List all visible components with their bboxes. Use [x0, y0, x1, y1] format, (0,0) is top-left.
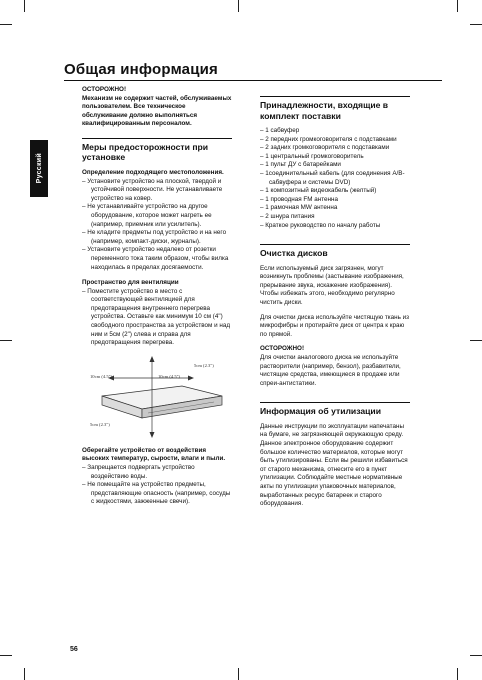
clearance-top-label: 5cm (2.3") [194, 362, 214, 368]
crop-mark [24, 668, 25, 680]
clearance-bottom-label: 5cm (2.3") [90, 421, 110, 427]
cleaning-heading: Очистка дисков [260, 248, 328, 259]
disposal-paragraph: Данные инструкции по эксплуатации напечатаны на бумаге, не загрязняющей окружающую среду. Данное электронное оборудование содержит большое количество материалов, которые могут быть утилизированы. Если вы решили избавиться от старого механизма, отнесите его в пункт утилизации. Соблюдайте местные нормативные акты по утилизации упаковочных материалов, выработанных ресурс батареек и старого оборудования. [260, 422, 408, 508]
section-divider [260, 402, 410, 403]
right-column [260, 96, 410, 509]
crop-mark [0, 655, 12, 656]
list-item: – 2 шнура питания [260, 212, 315, 220]
clearance-right-label: 10cm (4.5") [158, 373, 181, 379]
accessories-list [260, 127, 410, 230]
section-divider [82, 138, 232, 139]
list-item: – 1 сабвуфер [260, 127, 300, 134]
cleaning-paragraph: Если используемый диск загрязнен, могут возникнуть проблемы (застывание изображения, прерывание звука, искажение изображения). Чтобы избежать этого, необходимо регулярно чистить диски. [260, 264, 404, 306]
protect-subheading: Оберегайте устройство от воздействия высоких температур, сырости, влаги и пыли. [82, 446, 226, 463]
accessories-heading: Принадлежности, входящие в комплект поставки [260, 100, 389, 121]
list-item: – Не помещайте на устройство предметы, представляющие опасность (например, сосуды с жидкостями, зажженные свечи). [82, 481, 231, 506]
list-item: – Установите устройство недалеко от розетки переменного тока таким образом, чтобы вилка находилась в пределах досягаемости. [82, 246, 229, 271]
crop-mark [457, 0, 458, 12]
list-item: – 1 композитный видеокабель (желтый) [260, 187, 377, 195]
list-item: – Установите устройство на плоской, твердой и устойчивой поверхности. Не устанавливаете устройство на ковер. [82, 177, 223, 202]
cleaning-warning-title: ОСТОРОЖНО! [260, 345, 305, 353]
warning-title: ОСТОРОЖНО! [82, 86, 127, 93]
crop-mark [470, 24, 482, 25]
placement-subheading: Определение подходящего местоположения. [82, 168, 224, 176]
list-item: – 1соединительный кабель (для соединения A/B-сабвуфера и системы DVD) [260, 169, 405, 186]
section-divider [260, 244, 410, 245]
page-number: 56 [70, 646, 78, 653]
language-tab [30, 140, 48, 197]
section-divider [260, 96, 410, 97]
list-item: – 1 пульт ДУ с батарейками [260, 161, 341, 169]
page-title: Общая информация [64, 61, 219, 78]
crop-mark [238, 668, 239, 680]
list-item: – Краткое руководство по началу работы [260, 221, 381, 229]
left-column [82, 86, 232, 507]
list-item: – 1 проводная FM антенна [260, 195, 338, 203]
list-item: – 1 центральный громкоговоритель [260, 152, 364, 160]
title-divider [64, 80, 442, 81]
list-item: – Не устанавливайте устройство на другое оборудование, которое может нагреть ее (например, приемник или усилитель). [82, 203, 212, 228]
crop-mark [457, 668, 458, 680]
crop-mark [470, 655, 482, 656]
clearance-left-label: 10cm (4.5") [90, 373, 113, 379]
placement-list [82, 178, 232, 273]
ventilation-list [82, 288, 232, 348]
language-tab-label: Русский [35, 153, 43, 184]
list-item: – Поместите устройство в место с соответствующей вентиляцией для предотвращения внутреннего перегрева устройства. Оставьте как минимум 10 см (4") свободного пространства за устройством и над ним и 5см (2") слева и справа для предотвращения перегрева. [82, 287, 231, 347]
protect-list [82, 464, 232, 507]
crop-mark [238, 0, 239, 12]
crop-mark [0, 340, 12, 341]
warning-text: Механизм не содержит частей, обслуживаемых пользователем. Все техническое обслуживание должно выполняться квалифицированным персоналом. [82, 94, 232, 128]
crop-mark [470, 340, 482, 341]
cleaning-warning-text: Для очистки аналогового диска не используйте растворители (например, бензол), разбавители, чистящие средства, имеющиеся в продаже или спреи-антистатики. [260, 353, 401, 387]
list-item: – Запрещается подвергать устройство воздействию воды. [82, 464, 195, 480]
list-item: – 2 задних громкоговорителя с подставками [260, 144, 390, 152]
list-item: – Не кладите предметы под устройство и на него (например, компакт-диски, журналы). [82, 229, 227, 245]
safety-heading: Меры предосторожности при установке [82, 141, 209, 163]
ventilation-diagram [82, 354, 232, 439]
list-item: – 2 передних громкоговорителя с подставками [260, 135, 397, 143]
crop-mark [24, 0, 25, 12]
ventilation-subheading: Пространство для вентиляции [82, 279, 179, 287]
cleaning-paragraph: Для очистки диска используйте чистящую ткань из микрофибры и протирайте диск от центра к краю по прямой. [260, 313, 410, 338]
disposal-heading: Информация об утилизации [260, 406, 382, 417]
crop-mark [0, 24, 12, 25]
list-item: – 1 рамочная MW антенна [260, 204, 338, 212]
